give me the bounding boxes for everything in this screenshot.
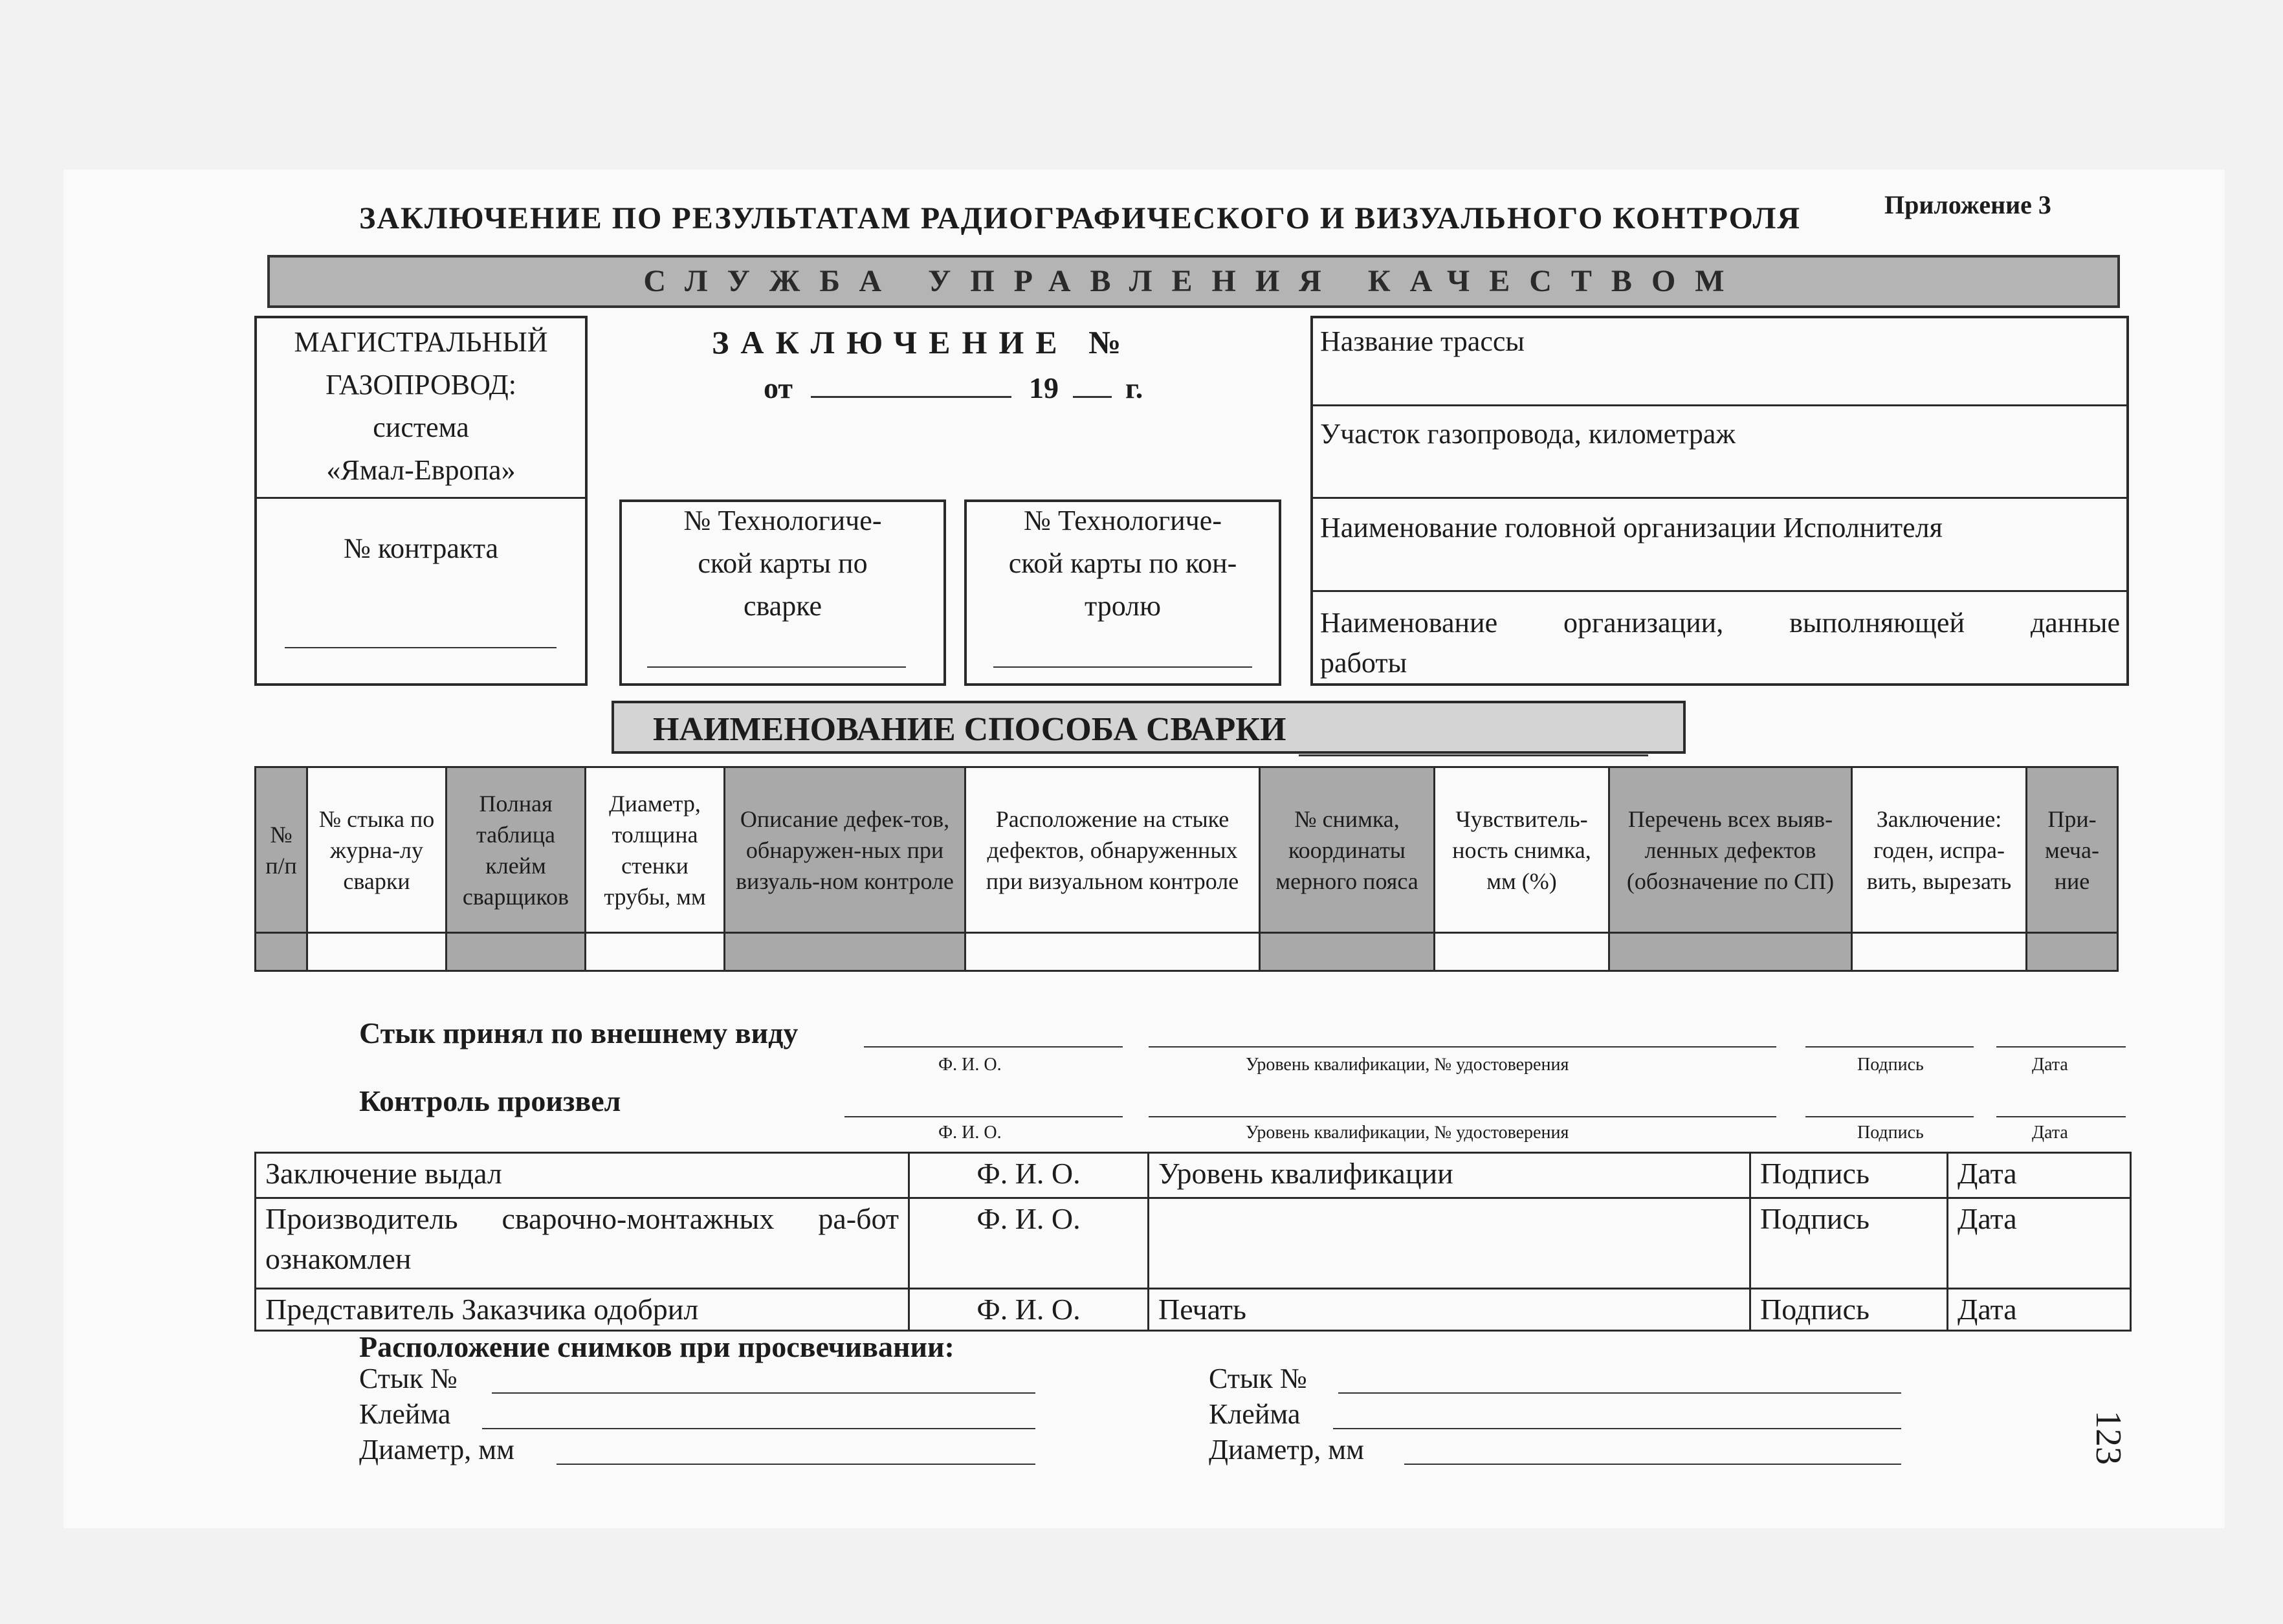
- signature-sign[interactable]: Подпись: [1750, 1153, 1948, 1198]
- signature-role: Производитель сварочно-монтажных ра-бот ознакомлен: [256, 1198, 909, 1289]
- contract-label: № контракта: [343, 532, 499, 564]
- col-header: Описание дефек-тов, обнаружен-ных при визуаль-ном контроле: [725, 767, 965, 933]
- visual-level-field[interactable]: [1149, 1046, 1776, 1048]
- conclusion-heading: [712, 324, 1132, 361]
- signature-level[interactable]: Уровень квалификации: [1149, 1153, 1750, 1198]
- welding-map-line1: № Технологиче-: [683, 505, 882, 536]
- col-header: Расположение на стыке дефектов, обнаруженных при визуальном контроле: [965, 767, 1260, 933]
- head-org-label: Наименование головной организации Исполнителя: [1320, 512, 1943, 543]
- signature-level[interactable]: Печать: [1149, 1289, 1750, 1331]
- placement-title: Расположение снимков при просвечивании:: [359, 1330, 954, 1363]
- col-header: Перечень всех выяв-ленных дефектов (обозначение по СП): [1609, 767, 1852, 933]
- date-suffix: г.: [1125, 371, 1143, 404]
- signature-date[interactable]: Дата: [1948, 1198, 2131, 1289]
- welding-method-label: НАИМЕНОВАНИЕ СПОСОБА СВАРКИ: [653, 711, 1286, 748]
- col-header: № п/п: [256, 767, 307, 933]
- control-map-line2: ской карты по кон-: [1008, 547, 1237, 579]
- table-cell[interactable]: [1609, 933, 1852, 971]
- system-line2: «Ямал-Европа»: [326, 454, 516, 486]
- signature-role: Заключение выдал: [256, 1153, 909, 1198]
- pipeline-title: [257, 321, 585, 492]
- signature-row: [256, 1198, 2131, 1289]
- welding-map-line3: сварке: [743, 590, 822, 622]
- welding-map-label: [622, 499, 943, 628]
- left-diameter-field[interactable]: [557, 1464, 1035, 1465]
- route-name-label: Название трассы: [1320, 325, 1525, 357]
- document-title: ЗАКЛЮЧЕНИЕ ПО РЕЗУЛЬТАТАМ РАДИОГРАФИЧЕСКОГО И ВИЗУАЛЬНОГО КОНТРОЛЯ: [359, 201, 1802, 236]
- table-cell[interactable]: [2027, 933, 2118, 971]
- visual-fio-caption: Ф. И. О.: [938, 1055, 1002, 1075]
- signature-role: Представитель Заказчика одобрил: [256, 1289, 909, 1331]
- col-header: При-меча-ние: [2027, 767, 2118, 933]
- route-divider-3: [1313, 590, 2126, 592]
- visual-date-caption: Дата: [2032, 1055, 2068, 1075]
- left-diameter-label: Диаметр, мм: [359, 1434, 514, 1465]
- col-header: Полная таблица клейм сварщиков: [447, 767, 586, 933]
- col-header: Диаметр, толщина стенки трубы, мм: [586, 767, 725, 933]
- left-joint-label: Стык №: [359, 1363, 458, 1394]
- route-divider-1: [1313, 404, 2126, 406]
- signature-sign[interactable]: Подпись: [1750, 1289, 1948, 1331]
- table-row: [256, 933, 2118, 971]
- signature-row: [256, 1289, 2131, 1331]
- pipeline-line1: МАГИСТРАЛЬНЫЙ: [294, 326, 548, 358]
- welding-map-line2: ской карты по: [698, 547, 868, 579]
- table-cell[interactable]: [307, 933, 447, 971]
- table-cell[interactable]: [965, 933, 1260, 971]
- page-number: 123: [2088, 1410, 2128, 1465]
- control-date-caption: Дата: [2032, 1123, 2068, 1143]
- right-diameter-label: Диаметр, мм: [1209, 1434, 1364, 1465]
- signature-sign[interactable]: Подпись: [1750, 1198, 1948, 1289]
- signature-fio[interactable]: Ф. И. О.: [909, 1153, 1149, 1198]
- visual-sign-caption: Подпись: [1857, 1055, 1924, 1075]
- signature-date[interactable]: Дата: [1948, 1153, 2131, 1198]
- control-level-field[interactable]: [1149, 1116, 1776, 1117]
- contract-field[interactable]: [285, 647, 557, 648]
- exec-org-label: [1320, 603, 2120, 683]
- control-map-field[interactable]: [993, 666, 1252, 668]
- route-divider-2: [1313, 497, 2126, 499]
- signatures-table: [254, 1152, 2132, 1332]
- pipeline-line2: ГАЗОПРОВОД:: [325, 369, 516, 401]
- signature-fio[interactable]: Ф. И. О.: [909, 1289, 1149, 1331]
- table-cell[interactable]: [1852, 933, 2027, 971]
- visual-level-caption: Уровень квалификации, № удостоверения: [1246, 1055, 1569, 1075]
- col-header: № стыка по журна-лу сварки: [307, 767, 447, 933]
- signature-level[interactable]: [1149, 1198, 1750, 1289]
- table-cell[interactable]: [725, 933, 965, 971]
- visual-sign-field[interactable]: [1805, 1046, 1974, 1048]
- control-map-label: [967, 499, 1279, 628]
- date-year-field[interactable]: [1073, 370, 1112, 398]
- right-marks-field[interactable]: [1333, 1428, 1901, 1429]
- welding-method-field[interactable]: [1299, 725, 1648, 756]
- date-day-field[interactable]: [811, 370, 1011, 398]
- visual-accept-label: Стык принял по внешнему виду: [359, 1016, 799, 1049]
- visual-date-field[interactable]: [1996, 1046, 2126, 1048]
- left-joint-field[interactable]: [492, 1392, 1035, 1394]
- system-line1: система: [373, 411, 469, 443]
- left-marks-label: Клейма: [359, 1398, 451, 1430]
- welding-method-bar: [612, 701, 1686, 754]
- signature-date[interactable]: Дата: [1948, 1289, 2131, 1331]
- welding-map-field[interactable]: [647, 666, 906, 668]
- appendix-label: Приложение 3: [1884, 190, 2051, 219]
- right-joint-label: Стык №: [1209, 1363, 1307, 1394]
- table-cell[interactable]: [1435, 933, 1609, 971]
- control-fio-field[interactable]: [844, 1116, 1123, 1117]
- table-cell[interactable]: [586, 933, 725, 971]
- col-header: № снимка, координаты мерного пояса: [1260, 767, 1435, 933]
- service-banner: СЛУЖБА УПРАВЛЕНИЯ КАЧЕСТВОМ: [267, 255, 2120, 308]
- signature-fio[interactable]: Ф. И. О.: [909, 1198, 1149, 1289]
- control-date-field[interactable]: [1996, 1116, 2126, 1117]
- control-level-caption: Уровень квалификации, № удостоверения: [1246, 1123, 1569, 1143]
- table-cell[interactable]: [447, 933, 586, 971]
- section-label: Участок газопровода, километраж: [1320, 418, 1736, 450]
- control-results-table: [254, 766, 2119, 972]
- table-header-row: [256, 767, 2118, 933]
- conclusion-date: [764, 370, 1143, 405]
- left-marks-field[interactable]: [482, 1428, 1035, 1429]
- control-map-line1: № Технологиче-: [1024, 505, 1222, 536]
- right-marks-label: Клейма: [1209, 1398, 1301, 1430]
- right-diameter-field[interactable]: [1404, 1464, 1901, 1465]
- right-joint-field[interactable]: [1338, 1392, 1901, 1394]
- col-header: Заключение: годен, испра-вить, вырезать: [1852, 767, 2027, 933]
- control-by-label: Контроль произвел: [359, 1084, 621, 1117]
- exec-org-line1: Наименование организации, выполняющей данные: [1320, 607, 2120, 639]
- control-map-line3: тролю: [1084, 590, 1161, 622]
- control-fio-caption: Ф. И. О.: [938, 1123, 1002, 1143]
- visual-fio-field[interactable]: [864, 1046, 1123, 1048]
- control-sign-field[interactable]: [1805, 1116, 1974, 1117]
- conclusion-label: ЗАКЛЮЧЕНИЕ №: [712, 324, 1133, 360]
- pipeline-divider: [257, 497, 585, 499]
- table-cell[interactable]: [1260, 933, 1435, 971]
- signature-row: [256, 1153, 2131, 1198]
- table-cell[interactable]: [256, 933, 307, 971]
- exec-org-line2: работы: [1320, 647, 1407, 679]
- date-from-label: от: [764, 371, 793, 404]
- date-year-label: 19: [1029, 371, 1059, 404]
- control-sign-caption: Подпись: [1857, 1123, 1924, 1143]
- col-header: Чувствитель-ность снимка, мм (%): [1435, 767, 1609, 933]
